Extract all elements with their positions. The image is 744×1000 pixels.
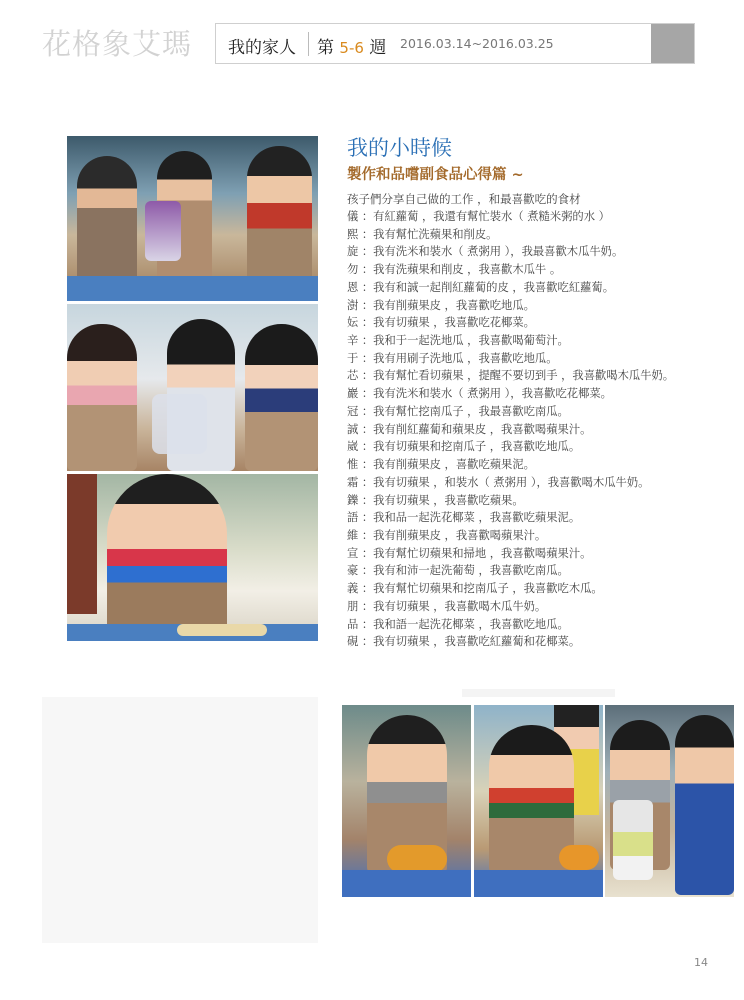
- week-number: 5-6: [339, 39, 364, 57]
- entry-item: 巖 ：我有洗米和裝水（ 煮粥用 ），我喜歡吃花椰菜。: [347, 387, 612, 401]
- date-range: 2016.03.14~2016.03.25: [400, 36, 554, 51]
- entry-item: 旋 ：我有洗米和裝水（ 煮粥用 ），我最喜歡木瓜牛奶。: [347, 245, 624, 259]
- entry-item: 于 ：我有用刷子洗地瓜 ，我喜歡吃地瓜。: [347, 351, 558, 365]
- entries-list: [347, 208, 674, 651]
- school-name: 花格象艾瑪: [42, 27, 193, 61]
- page-number: 14: [694, 956, 708, 969]
- entry-item: 妘 ：我有切蘋果 ，我喜歡吃花椰菜。: [347, 316, 535, 330]
- header-bar: [215, 23, 695, 64]
- photo-boys-blender: [605, 705, 734, 897]
- entry-item: 義 ：我有幫忙切蘋果和挖南瓜子 ，我喜歡吃木瓜。: [347, 582, 603, 596]
- entry-item: 辛 ：我和于一起洗地瓜 ，我喜歡喝葡萄汁。: [347, 334, 569, 348]
- entry-item: 儀 ：有紅蘿蔔 ，我還有幫忙裝水（ 煮糙米粥的水 ）: [347, 210, 610, 223]
- blank-panel: [42, 697, 318, 943]
- entry-item: 硯 ：我有切蘋果 ，我喜歡吃紅蘿蔔和花椰菜。: [347, 635, 581, 649]
- entry-item: 冠 ：我有幫忙挖南瓜子 ，我最喜歡吃南瓜。: [347, 404, 569, 418]
- week-suffix: 週: [369, 38, 387, 58]
- decorative-strip: [462, 689, 615, 697]
- article-title: 我的小時候: [347, 136, 452, 160]
- photo-smiling-boy: [67, 474, 318, 641]
- entry-item: 朋 ：我有切蘋果 ，我喜歡喝木瓜牛奶。: [347, 599, 547, 613]
- entry-item: 豪 ：我有和沛一起洗葡萄 ，我喜歡吃南瓜。: [347, 564, 569, 578]
- photo-boy-pumpkin: [342, 705, 471, 897]
- entry-item: 宣 ：我有幫忙切蘋果和掃地 ，我喜歡喝蘋果汁。: [347, 546, 592, 560]
- entry-item: 鑠 ：我有切蘋果 ，我喜歡吃蘋果。: [347, 493, 524, 507]
- entry-item: 品 ：我和語一起洗花椰菜 ，我喜歡吃地瓜。: [347, 617, 569, 631]
- article-intro: 孩子們分享自己做的工作 ，和最喜歡吃的食材: [347, 192, 581, 206]
- photo-blender-kids: [67, 136, 318, 301]
- photo-girls-blender: [67, 304, 318, 471]
- entry-item: 惟 ：我有削蘋果皮 ，喜歡吃蘋果泥。: [347, 458, 535, 472]
- entry-item: 澍 ：我有削蘋果皮 ，我喜歡吃地瓜。: [347, 298, 535, 312]
- entry-item: 勿 ：我有洗蘋果和削皮 ，我喜歡木瓜牛 。: [347, 263, 562, 277]
- entry-item: 維 ：我有削蘋果皮 ，我喜歡喝蘋果汁。: [347, 528, 547, 542]
- header-divider: [308, 32, 309, 56]
- entry-item: 崴 ：我有切蘋果和挖南瓜子 ，我喜歡吃地瓜。: [347, 440, 581, 454]
- entry-item: 恩 ：我有和誠一起削紅蘿蔔的皮 ，我喜歡吃紅蘿蔔。: [347, 280, 615, 294]
- entry-item: 語 ：我和品一起洗花椰菜 ，我喜歡吃蘋果泥。: [347, 511, 581, 525]
- week-label: [317, 33, 386, 58]
- entry-item: 霜 ：我有切蘋果 ，和裝水（ 煮粥用 ），我喜歡喝木瓜牛奶。: [347, 475, 650, 489]
- week-prefix: 第: [317, 38, 334, 58]
- unit-title: 我的家人: [228, 38, 296, 58]
- article-subtitle: 製作和品嚐副食品心得篇 ~: [347, 167, 524, 183]
- entry-item: 熙 ：我有幫忙洗蘋果和削皮。: [347, 227, 498, 241]
- photo-boy-scooping: [474, 705, 603, 897]
- entry-item: 誠 ：我有削紅蘿蔔和蘋果皮 ，我喜歡喝蘋果汁。: [347, 422, 592, 436]
- entry-item: 芯 ：我有幫忙看切蘋果 ，提醒不要切到手 ，我喜歡喝木瓜牛奶。: [347, 369, 675, 383]
- header-gray-block: [651, 24, 694, 63]
